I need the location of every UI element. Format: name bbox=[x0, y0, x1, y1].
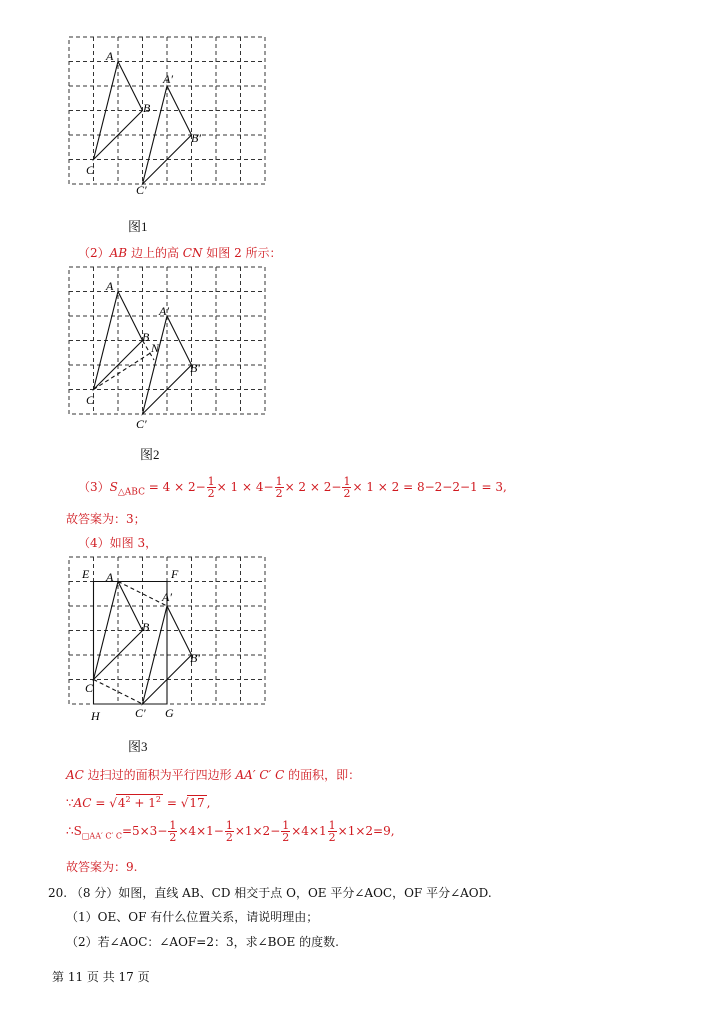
part-3-number: （3） bbox=[78, 480, 110, 494]
label-a1: A′ bbox=[162, 590, 172, 604]
label-b1: B′ bbox=[190, 361, 200, 375]
sqrt-symbol: √ bbox=[180, 796, 189, 810]
fraction-half: $\frac{1}{2}$ bbox=[207, 475, 215, 500]
grid bbox=[69, 267, 265, 414]
expr-part-c: × 2 × 2− bbox=[284, 480, 342, 494]
part-2-text bbox=[78, 244, 282, 261]
solution-line-3 bbox=[66, 820, 395, 843]
figure-3 bbox=[66, 554, 270, 726]
label-h: H bbox=[91, 709, 100, 723]
fraction-half: $\frac{1}{2}$ bbox=[225, 819, 233, 844]
problem-20-q1: （1）OE、OF 有什么位置关系，请说明理由； bbox=[66, 910, 319, 924]
segment-ac: AC bbox=[73, 796, 92, 810]
comma: , bbox=[206, 796, 211, 810]
label-b: B bbox=[142, 330, 150, 344]
label-a1: A′ bbox=[163, 72, 173, 86]
solution-line-1-b: 边扫过的面积为平行四边形 bbox=[83, 768, 236, 782]
sqrt-result: 17 bbox=[189, 796, 205, 810]
height-cn bbox=[94, 352, 153, 390]
label-c: C bbox=[86, 393, 95, 407]
area-subscript: △ABC bbox=[117, 487, 145, 498]
label-a: A bbox=[106, 279, 114, 293]
sqrt-symbol: √ bbox=[109, 796, 117, 810]
expr-part-d: × 1 × 2 = 8−2−2−1 = 3, bbox=[352, 480, 507, 494]
fraction-half: $\frac{1}{2}$ bbox=[282, 819, 290, 844]
solution-answer: 故答案为：9. bbox=[66, 860, 138, 874]
expr-part-a: = 4 × 2− bbox=[144, 480, 206, 494]
label-b: B bbox=[143, 101, 151, 115]
solution-line-2 bbox=[66, 794, 210, 810]
figure-2-drawing bbox=[66, 264, 270, 430]
part-2-mid: 边上的高 bbox=[127, 246, 183, 260]
solution-line-1-d: 的面积，即： bbox=[284, 768, 361, 782]
problem-number: 20. bbox=[48, 886, 68, 900]
problem-20 bbox=[48, 884, 492, 901]
fraction-half: $\frac{1}{2}$ bbox=[275, 475, 283, 500]
segment-ac: AC bbox=[66, 768, 84, 782]
label-a: A bbox=[106, 49, 114, 63]
label-f: F bbox=[171, 567, 179, 581]
page-footer: 第 11 页 共 17 页 bbox=[52, 970, 150, 984]
label-c1: C′ bbox=[136, 417, 147, 430]
expr-b: ×4×1− bbox=[178, 824, 224, 838]
grid bbox=[69, 37, 265, 184]
parallelogram-name: AA′ C′ C bbox=[235, 768, 285, 782]
area-subscript: □AA′ C′ C bbox=[81, 831, 122, 841]
label-a1: A′ bbox=[159, 304, 169, 318]
label-c: C bbox=[85, 681, 94, 695]
because-symbol: ∵ bbox=[66, 796, 74, 810]
problem-statement: （8 分）如图，直线 AB、CD 相交于点 O，OE 平分∠AOC，OF 平分∠AOD. bbox=[70, 886, 492, 900]
fraction-half: $\frac{1}{2}$ bbox=[328, 819, 336, 844]
segment-ab: AB bbox=[109, 246, 128, 260]
figure-2 bbox=[66, 264, 270, 430]
expr-e: ×1×2=9, bbox=[337, 824, 395, 838]
part-3-formula bbox=[78, 476, 507, 499]
figure-1-caption: 图1 bbox=[128, 219, 148, 234]
label-c1: C′ bbox=[136, 183, 147, 194]
radicand-4: 4 bbox=[117, 796, 126, 810]
label-b1: B′ bbox=[190, 651, 200, 665]
radicand: $4^2 + 1^2$ bbox=[117, 795, 161, 810]
problem-20-q2: （2）若∠AOC：∠AOF=2：3，求∠BOE 的度数. bbox=[66, 935, 339, 949]
label-a: A bbox=[106, 570, 114, 584]
label-b: B bbox=[142, 620, 150, 634]
part-2-number: （2） bbox=[78, 246, 110, 260]
expr-a: =5×3− bbox=[121, 824, 168, 838]
solution-line-1 bbox=[66, 766, 360, 783]
equals-sign: = bbox=[91, 796, 110, 810]
segment-cn: CN bbox=[182, 246, 203, 260]
figure-3-caption: 图3 bbox=[128, 739, 148, 754]
part-2-tail: 如图 2 所示： bbox=[202, 246, 282, 260]
fraction-half: $\frac{1}{2}$ bbox=[169, 819, 177, 844]
part-3-answer: 故答案为：3； bbox=[66, 512, 146, 526]
label-c1: C′ bbox=[135, 706, 146, 720]
figure-1 bbox=[66, 34, 270, 194]
expr-d: ×4×1 bbox=[291, 824, 327, 838]
part-4-text: （4）如图 3， bbox=[78, 536, 158, 550]
label-b1: B′ bbox=[191, 131, 201, 145]
figure-1-drawing bbox=[66, 34, 270, 194]
figure-3-drawing bbox=[66, 554, 270, 726]
label-c: C bbox=[86, 163, 95, 177]
label-g: G bbox=[165, 706, 174, 720]
fraction-half: $\frac{1}{2}$ bbox=[343, 475, 351, 500]
therefore-area: ∴S bbox=[66, 824, 82, 838]
expr-c: ×1×2− bbox=[234, 824, 281, 838]
radicand-plus-1: + 1 bbox=[130, 796, 156, 810]
label-n: N bbox=[151, 341, 160, 355]
label-e: E bbox=[82, 567, 90, 581]
equals-sign: = bbox=[163, 796, 181, 810]
expr-part-b: × 1 × 4− bbox=[216, 480, 274, 494]
area-symbol: S bbox=[109, 480, 118, 494]
figure-2-caption: 图2 bbox=[140, 447, 160, 462]
